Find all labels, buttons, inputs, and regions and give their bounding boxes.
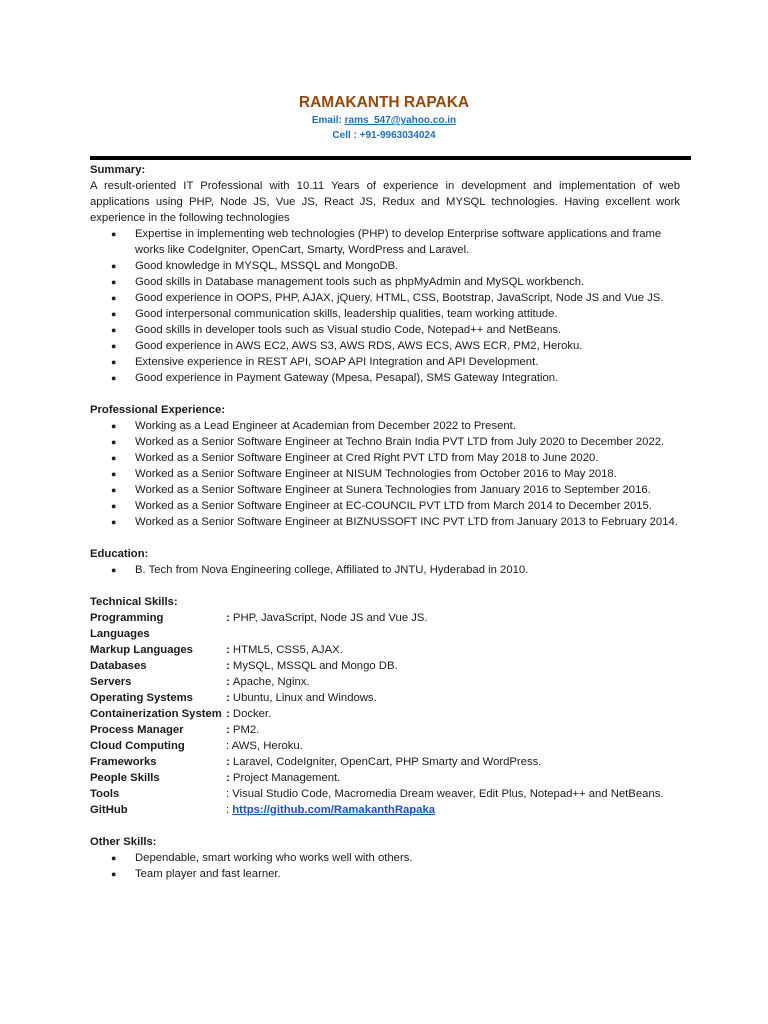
skill-row — [90, 802, 680, 818]
experience-list — [90, 418, 680, 530]
experience-heading: Professional Experience: — [90, 404, 225, 416]
list-item: ● Expertise in implementing web technologies (PHP) to develop Enterprise software applications and frame works like CodeIgniter, OpenCart, Smarty, WordPress and Laravel. — [90, 226, 680, 258]
list-item: ● Worked as a Senior Software Engineer at Cred Right PVT LTD from May 2018 to June 2020. — [90, 450, 680, 466]
skill-row — [90, 786, 680, 802]
skill-label: Operating Systems — [90, 692, 193, 704]
other-skills-list — [90, 850, 680, 882]
skill-label: Containerization System — [90, 708, 222, 720]
skill-value: : PM2. — [226, 724, 260, 736]
list-item: ● Good experience in AWS EC2, AWS S3, AWS RDS, AWS ECS, AWS ECR, PM2, Heroku. — [90, 338, 680, 354]
skill-label: Servers — [90, 676, 132, 688]
header-divider — [90, 156, 691, 160]
skill-label: GitHub — [90, 804, 128, 816]
list-item: ● Worked as a Senior Software Engineer at NISUM Technologies from October 2016 to May 2018. — [90, 466, 680, 482]
section-spacer — [90, 818, 680, 834]
summary-intro: A result-oriented IT Professional with 10.11 Years of experience in development and implementation of web applications using PHP, Node JS, Vue JS, React JS, Redux and MYSQL technologies. Having excellent work experience in the following technologies — [90, 180, 680, 224]
list-item: ● Good skills in developer tools such as Visual studio Code, Notepad++ and NetBeans. — [90, 322, 680, 338]
list-item: ● Working as a Lead Engineer at Academian from December 2022 to Present. — [90, 418, 680, 434]
skill-value: : Laravel, CodeIgniter, OpenCart, PHP Smarty and WordPress. — [226, 756, 542, 768]
list-item: ● Good knowledge in MYSQL, MSSQL and MongoDB. — [90, 258, 680, 274]
skill-row — [90, 674, 680, 690]
list-item: ● Worked as a Senior Software Engineer at BIZNUSSOFT INC PVT LTD from January 2013 to February 2014. — [90, 514, 680, 530]
skill-label: People Skills — [90, 772, 160, 784]
skill-row — [90, 642, 680, 658]
skill-value: : Docker. — [226, 708, 272, 720]
skill-row — [90, 770, 680, 786]
list-item: ● Worked as a Senior Software Engineer at Techno Brain India PVT LTD from July 2020 to December 2022. — [90, 434, 680, 450]
resume-header — [0, 93, 768, 143]
other-skills-heading: Other Skills: — [90, 836, 157, 848]
skill-value: : Project Management. — [226, 772, 341, 784]
email-line — [0, 113, 768, 128]
summary-list — [90, 226, 680, 386]
technical-skills-table — [90, 610, 680, 818]
section-spacer — [90, 578, 680, 594]
skill-value: : https://github.com/RamakanthRapaka — [226, 804, 436, 816]
skill-row — [90, 754, 680, 770]
resume-body — [90, 162, 680, 882]
list-item: ● Team player and fast learner. — [90, 866, 680, 882]
list-item: ● Good skills in Database management tools such as phpMyAdmin and MySQL workbench. — [90, 274, 680, 290]
skill-label: Tools — [90, 788, 120, 800]
skill-label: Programming Languages — [90, 612, 164, 640]
list-item: ● Dependable, smart working who works well with others. — [90, 850, 680, 866]
cell-line: Cell : +91-9963034024 — [332, 130, 436, 141]
list-item: ● Worked as a Senior Software Engineer at Sunera Technologies from January 2016 to September 2016. — [90, 482, 680, 498]
education-heading: Education: — [90, 548, 149, 560]
skill-value: : HTML5, CSS5, AJAX. — [226, 644, 343, 656]
skill-value: : Visual Studio Code, Macromedia Dream weaver, Edit Plus, Notepad++ and NetBeans. — [226, 788, 664, 800]
list-item: ● Worked as a Senior Software Engineer at EC-COUNCIL PVT LTD from March 2014 to December 2015. — [90, 498, 680, 514]
skill-row — [90, 706, 680, 722]
skill-value: : Apache, Nginx. — [226, 676, 310, 688]
email-link[interactable]: rams_547@yahoo.co.in — [344, 115, 457, 126]
list-item: ● Good interpersonal communication skills, leadership qualities, team working attitude. — [90, 306, 680, 322]
github-link[interactable]: https://github.com/RamakanthRapaka — [232, 804, 436, 816]
skill-label: Process Manager — [90, 724, 184, 736]
skill-label: Markup Languages — [90, 644, 193, 656]
section-spacer — [90, 386, 680, 402]
skill-label: Databases — [90, 660, 147, 672]
list-item: ● Good experience in Payment Gateway (Mpesa, Pesapal), SMS Gateway Integration. — [90, 370, 680, 386]
list-item: ● B. Tech from Nova Engineering college, Affiliated to JNTU, Hyderabad in 2010. — [90, 562, 680, 578]
email-label: Email: — [311, 115, 345, 126]
list-item: ● Good experience in OOPS, PHP, AJAX, jQuery, HTML, CSS, Bootstrap, JavaScript, Node JS and Vue JS. — [90, 290, 680, 306]
candidate-name: RAMAKANTH RAPAKA — [298, 94, 470, 111]
skill-value: : AWS, Heroku. — [226, 740, 303, 752]
technical-skills-heading: Technical Skills: — [90, 596, 178, 608]
education-list — [90, 562, 680, 578]
skill-label: Frameworks — [90, 756, 157, 768]
skill-row — [90, 722, 680, 738]
skill-row — [90, 690, 680, 706]
section-spacer — [90, 530, 680, 546]
skill-value: : Ubuntu, Linux and Windows. — [226, 692, 377, 704]
skill-value: : MySQL, MSSQL and Mongo DB. — [226, 660, 398, 672]
skill-row — [90, 610, 680, 642]
skill-label: Cloud Computing — [90, 740, 185, 752]
skill-value: : PHP, JavaScript, Node JS and Vue JS. — [226, 612, 428, 624]
summary-heading: Summary: — [90, 164, 146, 176]
list-item: ● Extensive experience in REST API, SOAP API Integration and API Development. — [90, 354, 680, 370]
skill-row — [90, 738, 680, 754]
skill-row — [90, 658, 680, 674]
